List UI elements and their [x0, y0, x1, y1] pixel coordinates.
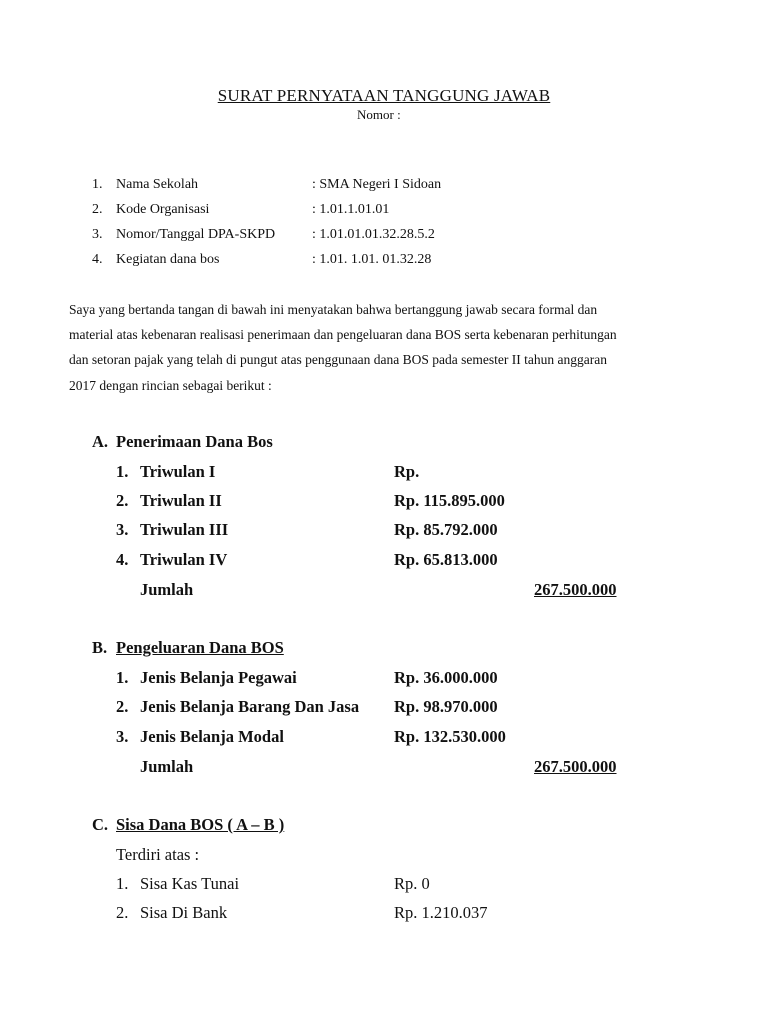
paragraph-line: Saya yang bertanda tangan di bawah ini menyatakan bahwa bertanggung jawab secara formal dan [69, 302, 598, 317]
info-value-kode-organisasi: : 1.01.1.01.01 [312, 202, 390, 217]
info-num: 4. [92, 252, 103, 267]
info-label-kode-organisasi: Kode Organisasi [116, 202, 210, 217]
item-num: 3. [116, 520, 129, 539]
info-num: 3. [92, 227, 103, 242]
info-value-kegiatan: : 1.01. 1.01. 01.32.28 [312, 252, 432, 267]
paragraph-line: material atas kebenaran realisasi penerimaan dan pengeluaran dana BOS serta kebenaran perhitungan [69, 327, 617, 342]
section-b-letter: B. [92, 638, 108, 657]
item-num: 2. [116, 903, 129, 922]
info-label-dpa-skpd: Nomor/Tanggal DPA-SKPD [116, 227, 276, 242]
item-num: 1. [116, 874, 129, 893]
item-value: Rp. 98.970.000 [394, 697, 498, 716]
item-value: Rp. 36.000.000 [394, 668, 498, 687]
section-a-letter: A. [92, 432, 109, 451]
item-label: Triwulan III [140, 520, 229, 539]
document-title: SURAT PERNYATAAN TANGGUNG JAWAB [217, 86, 551, 105]
item-value: Rp. 85.792.000 [394, 520, 498, 539]
item-value: Rp. 0 [394, 874, 430, 893]
section-c-title: Sisa Dana BOS ( A – B ) [116, 815, 285, 834]
item-label: Jenis Belanja Modal [140, 727, 284, 746]
item-label: Jenis Belanja Pegawai [140, 668, 297, 687]
total-value: 267.500.000 [534, 757, 617, 776]
section-a-title: Penerimaan Dana Bos [116, 432, 273, 451]
section-b-title: Pengeluaran Dana BOS [116, 638, 284, 657]
item-value: Rp. 115.895.000 [394, 491, 505, 510]
section-c-subtitle: Terdiri atas : [116, 845, 200, 864]
item-num: 1. [116, 462, 129, 481]
item-num: 3. [116, 727, 129, 746]
info-num: 1. [92, 177, 103, 192]
total-label: Jumlah [140, 580, 194, 599]
info-label-nama-sekolah: Nama Sekolah [116, 177, 199, 192]
nomor-label: Nomor : [357, 107, 401, 122]
info-num: 2. [92, 202, 103, 217]
info-label-kegiatan: Kegiatan dana bos [116, 252, 220, 267]
item-num: 2. [116, 697, 129, 716]
item-value: Rp. 1.210.037 [394, 903, 488, 922]
item-value: Rp. 65.813.000 [394, 550, 498, 569]
info-value-dpa-skpd: : 1.01.01.01.32.28.5.2 [312, 227, 435, 242]
item-num: 1. [116, 668, 129, 687]
total-label: Jumlah [140, 757, 194, 776]
total-value: 267.500.000 [534, 580, 617, 599]
item-label: Triwulan II [140, 491, 222, 510]
item-label: Sisa Kas Tunai [140, 874, 240, 893]
paragraph-line: 2017 dengan rincian sebagai berikut : [69, 378, 272, 393]
item-value: Rp. [394, 462, 420, 481]
item-num: 2. [116, 491, 129, 510]
item-label: Triwulan I [140, 462, 216, 481]
item-num: 4. [116, 550, 129, 569]
item-value: Rp. 132.530.000 [394, 727, 506, 746]
info-value-nama-sekolah: : SMA Negeri I Sidoan [312, 177, 442, 192]
item-label: Jenis Belanja Barang Dan Jasa [140, 697, 360, 716]
paragraph-line: dan setoran pajak yang telah di pungut atas penggunaan dana BOS pada semester II tahun anggaran [69, 352, 607, 367]
item-label: Triwulan IV [140, 550, 228, 569]
item-label: Sisa Di Bank [140, 903, 228, 922]
section-c-letter: C. [92, 815, 109, 834]
